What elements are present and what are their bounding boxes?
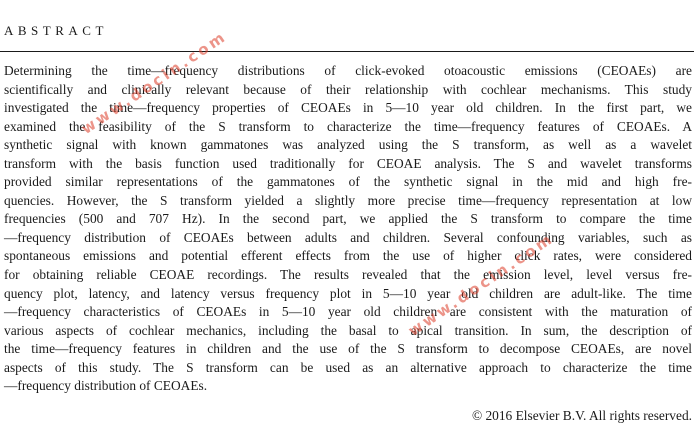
watermark-text: www.docin.com — [77, 27, 231, 139]
abstract-heading: ABSTRACT — [4, 23, 108, 38]
abstract-body — [4, 62, 692, 396]
watermark-text: www.docin.com — [404, 229, 558, 340]
abstract-line: spontaneous emissions and potential efferent effects from the use of higher click rates, were considered — [4, 248, 692, 264]
abstract-line: scientifically and clinically relevant because of their relationship with cochlear mechanisms. This study — [4, 81, 692, 97]
abstract-line: —frequency distribution of CEOAEs. — [4, 378, 208, 394]
abstract-line: provided similar representations of the gammatones of the synthetic signal in the mid and high fre- — [4, 174, 692, 190]
abstract-line: —frequency characteristics of CEOAEs in 5—10 year old children are consistent with the maturation of — [4, 304, 692, 320]
abstract-line: investigated the time—frequency properties of CEOAEs in 5—10 year old children. In the first part, we — [4, 100, 692, 116]
abstract-line: quencies. However, the S transform yielded a slightly more precise time—frequency representation at low — [4, 192, 692, 208]
abstract-line: frequencies (500 and 707 Hz). In the second part, we applied the S transform to compare the time — [4, 211, 692, 227]
abstract-line: quency plot, latency, and latency versus frequency plot in 5—10 year old children are adult-like. The time — [4, 285, 692, 301]
copyright-notice: © 2016 Elsevier B.V. All rights reserved. — [471, 408, 692, 423]
abstract-line: transform with the basis function used traditionally for CEOAE analysis. The S and wavelet transforms — [4, 155, 692, 171]
abstract-line: examined the feasibility of the S transform to characterize the time—frequency features of CEOAEs. A — [4, 118, 692, 134]
heading-divider — [0, 51, 694, 52]
abstract-line: the time—frequency features in children and the use of the S transform to decompose CEOAEs, are novel — [4, 341, 692, 357]
abstract-line: Determining the time—frequency distributions of click-evoked otoacoustic emissions (CEOAEs) are — [4, 63, 692, 78]
abstract-line: for obtaining reliable CEOAE recordings. The results revealed that the emission level, level versus fre- — [4, 267, 692, 283]
abstract-line: synthetic signal with known gammatones was analyzed using the S transform, as well as a wavelet — [4, 137, 692, 153]
abstract-line: aspects of this study. The S transform can be used as an alternative approach to characterize the time — [4, 359, 692, 375]
abstract-line: various aspects of cochlear mechanics, including the basal to apical transition. In sum, the description of — [4, 322, 692, 338]
abstract-line: —frequency distribution of CEOAEs between adults and children. Several confounding variables, such as — [4, 229, 692, 245]
